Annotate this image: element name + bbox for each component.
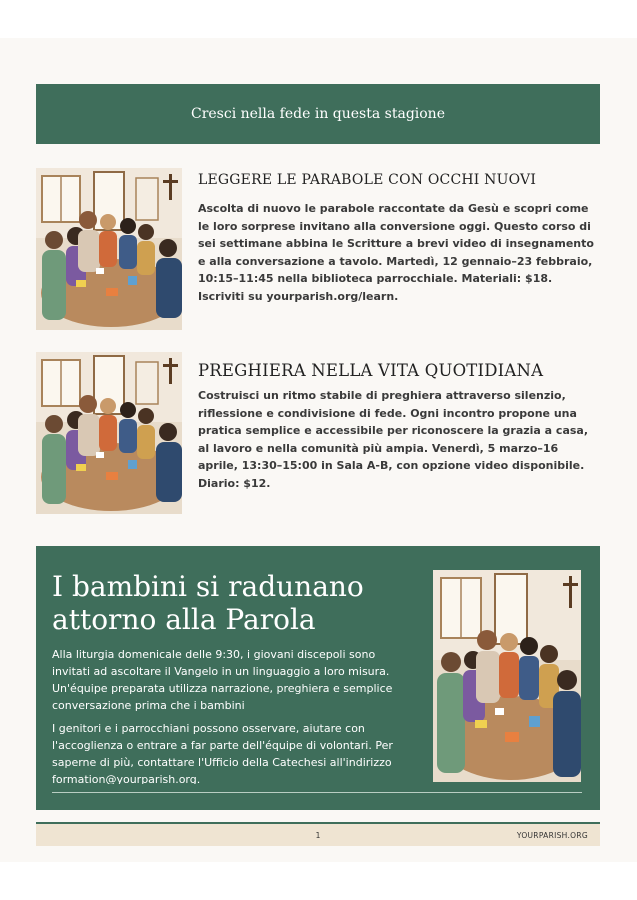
feature-paragraph: Alla liturgia domenicale delle 9:30, i giovani discepoli sono invitati ad ascoltare il Vangelo in un linguaggio a loro misura. Un'équipe preparata utilizza narrazione, preghiera e semplice conversazione prima che i bambini [52,648,393,712]
banner-text: Cresci nella fede in questa stagione [190,106,445,122]
article-parables [36,168,600,330]
footer-site[interactable]: YOURPARISH.ORG [516,831,588,840]
feature-title: I bambini si radunano attorno alla Parola [52,570,364,636]
page-footer [36,822,600,846]
article-prayer [36,352,600,514]
page [0,38,637,862]
article-title: LEGGERE LE PARABOLE CON OCCHI NUOVI [198,172,537,188]
page-number: 1 [315,831,321,840]
article-body: Ascolta di nuovo le parabole raccontate da Gesù e scopri come le loro sorprese invitano alla conversione oggi. Questo corso di sei settimane abbina le Scritture a brevi video di insegnamento e alla conversazione a tavolo. Martedì, 12 gennaio–23 febbraio, 10:15–11:45 nella biblioteca parrocchiale. Materiali: $18. Iscriviti su yourparish.org/learn. [198,202,594,303]
children-feature [36,546,600,810]
divider [52,792,582,793]
classroom-photo [36,168,182,330]
feature-photo [433,570,581,782]
season-banner [36,84,600,144]
feature-paragraph: I genitori e i parrocchiani possono osservare, aiutare con l'accoglienza o entrare a far parte dell'équipe di volontari. Per saperne di più, contattare l'Ufficio della Catechesi all'indirizzo formation@yourparish.org. [52,722,393,784]
classroom-photo [36,352,182,514]
article-body: Costruisci un ritmo stabile di preghiera attraverso silenzio, riflessione e condivisione di fede. Ogni incontro propone una pratica semplice e accessibile per riconoscere la grazia a casa, al lavoro e nella comunità più ampia. Venerdì, 5 marzo–16 aprile, 13:30–15:00 in Sala A-B, con opzione video disponibile. Diario: $12. [198,389,589,490]
article-title: PREGHIERA NELLA VITA QUOTIDIANA [198,361,544,380]
